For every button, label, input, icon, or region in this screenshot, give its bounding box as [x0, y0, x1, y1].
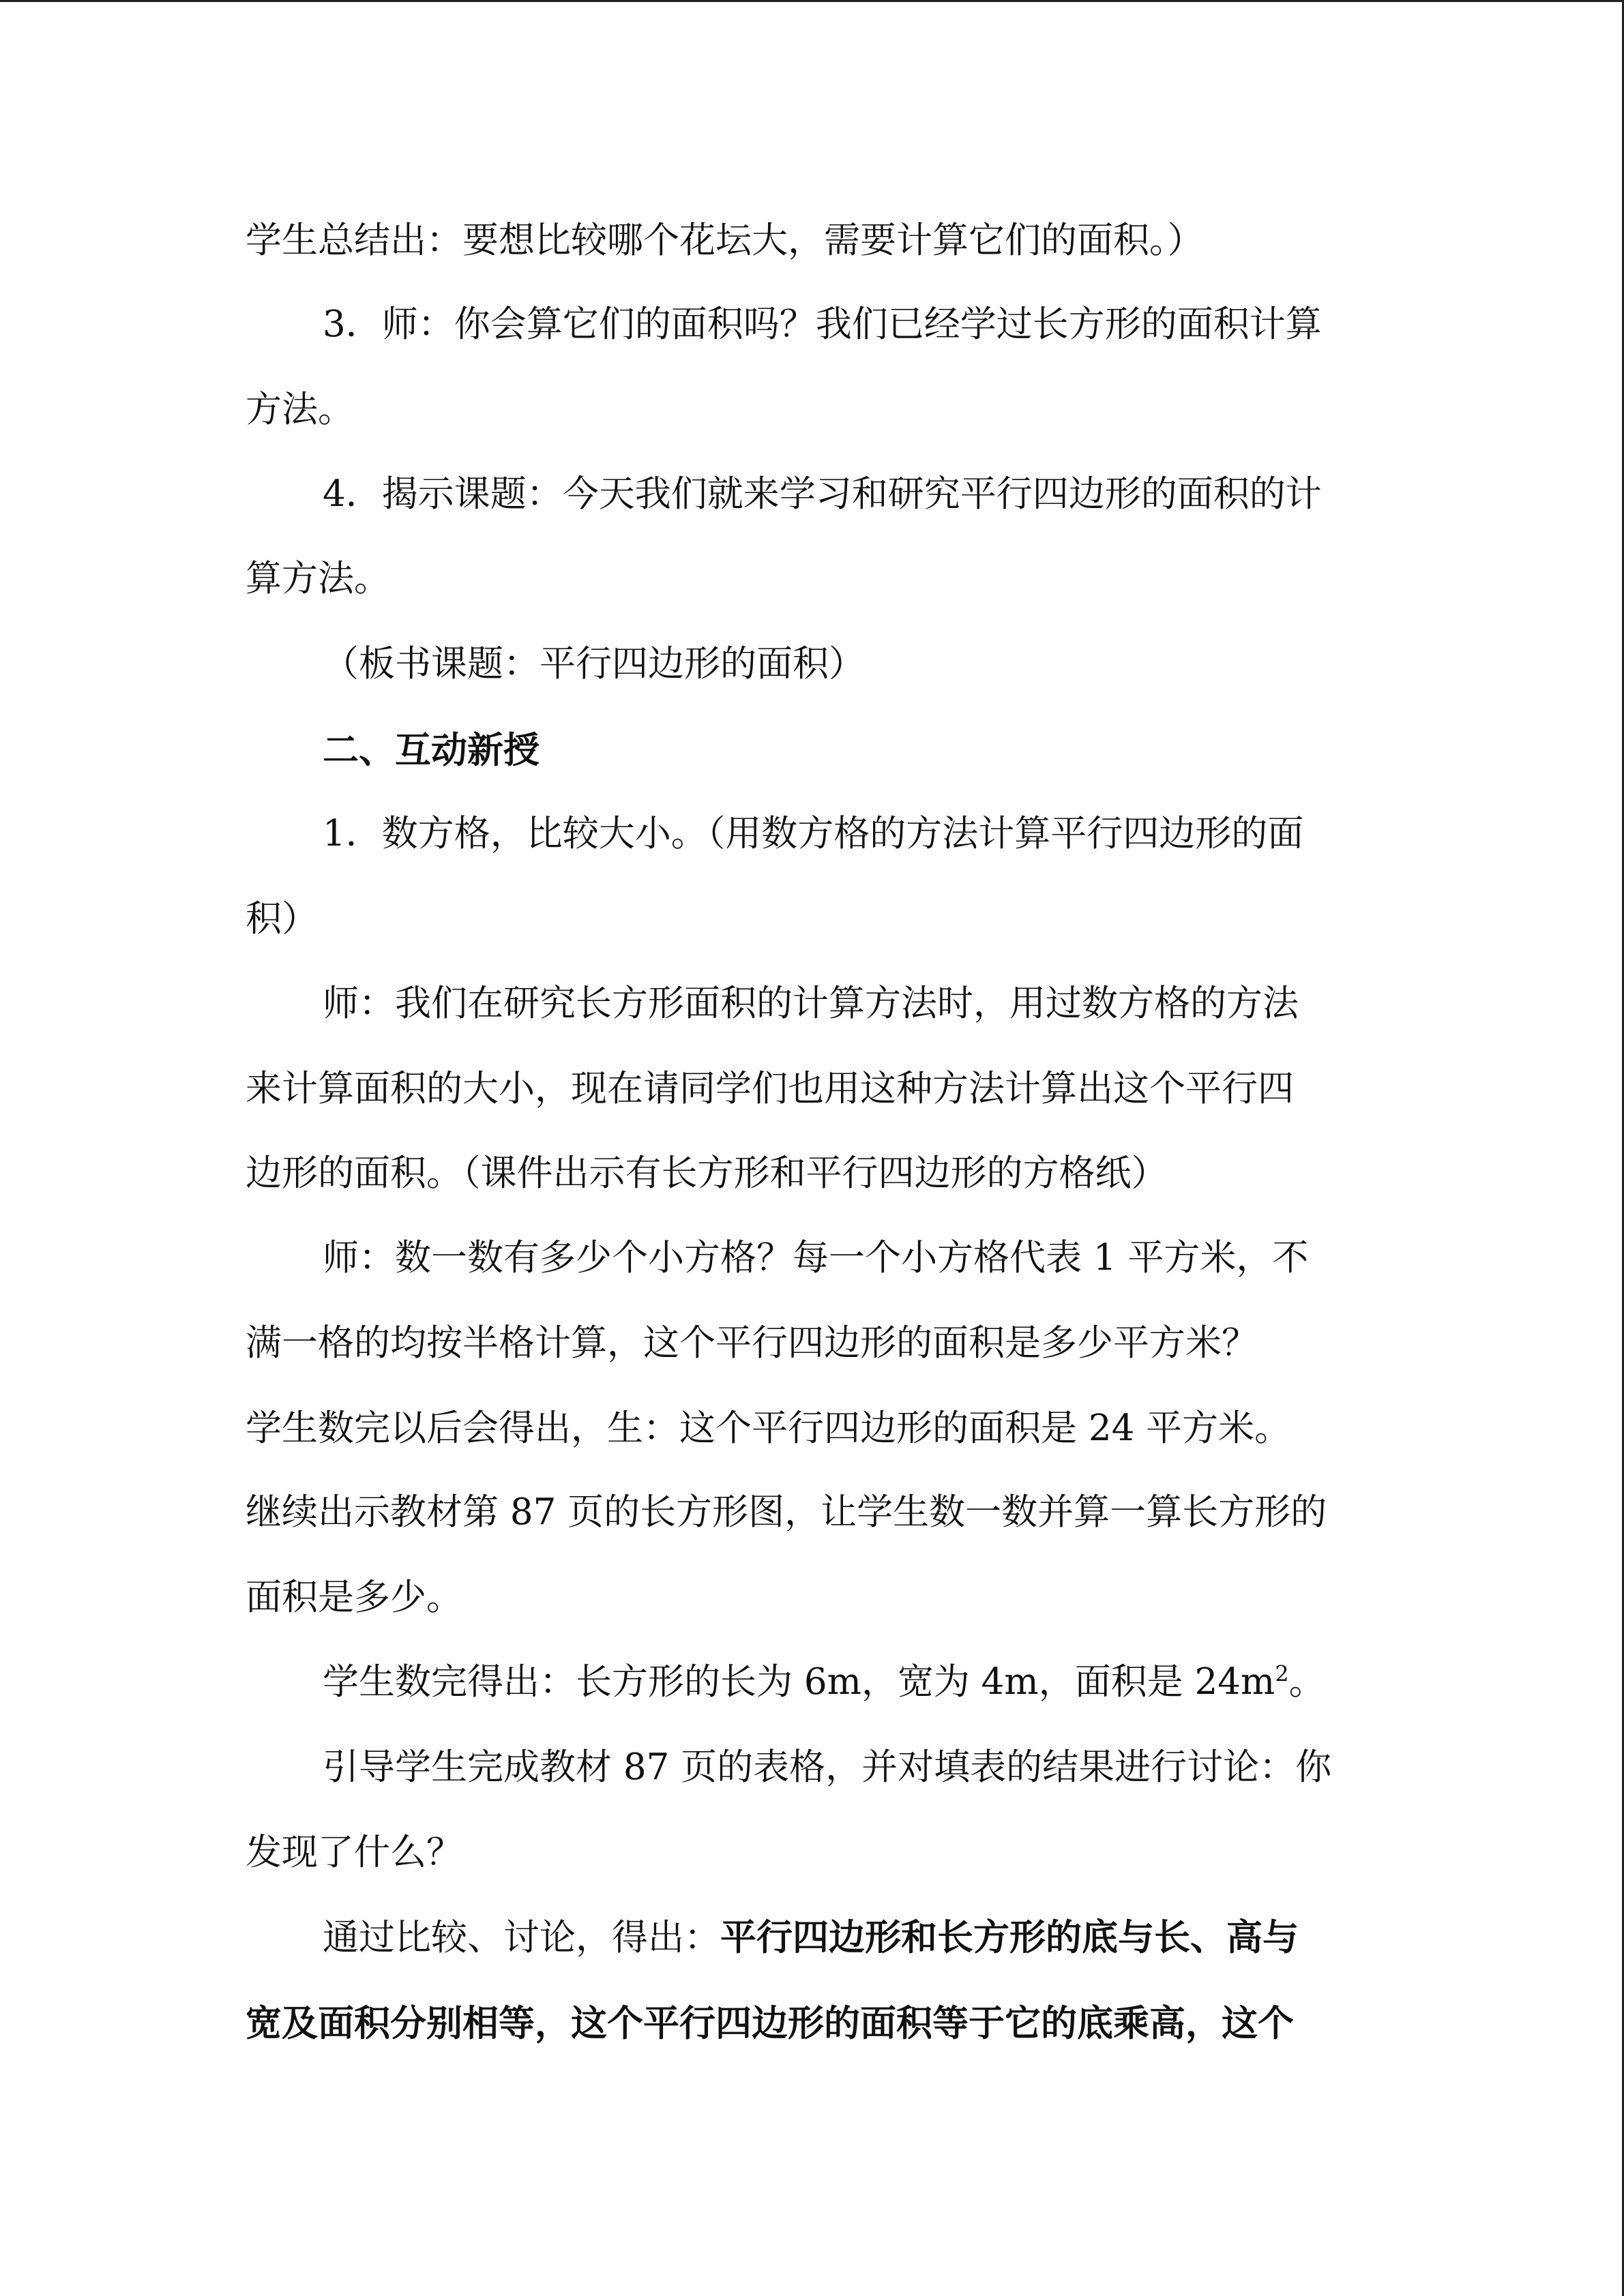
paragraph-line: 积）	[246, 898, 318, 940]
paragraph-line: 学生数完以后会得出，生：这个平行四边形的面积是 24 平方米。	[246, 1407, 1291, 1449]
paragraph-line: 3．师：你会算它们的面积吗？我们已经学过长方形的面积计算	[323, 303, 1322, 345]
text-run: 学生数完得出：长方形的长为 6m，宽为 4m，面积是 24m	[323, 1661, 1275, 1703]
superscript: 2	[1275, 1660, 1289, 1687]
text-run: 。	[1288, 1661, 1325, 1703]
page-border-top	[0, 0, 1624, 2]
paragraph-line: （板书课题：平行四边形的面积）	[323, 643, 865, 685]
paragraph-line: 方法。	[246, 389, 354, 430]
paragraph-line	[323, 1913, 1299, 1961]
paragraph-line	[323, 1658, 1325, 1706]
paragraph-line: 师：我们在研究长方形面积的计算方法时，用过数方格的方法	[323, 983, 1299, 1024]
bold-text-run: 平行四边形和长方形的底与长、高与	[720, 1916, 1299, 1958]
paragraph-line: 发现了什么？	[246, 1832, 462, 1873]
paragraph-line: 面积是多少。	[246, 1577, 462, 1618]
paragraph-line: 满一格的均按半格计算，这个平行四边形的面积是多少平方米？	[246, 1322, 1258, 1364]
paragraph-line: 继续出示教材第 87 页的长方形图，让学生数一数并算一算长方形的	[246, 1491, 1327, 1533]
paragraph-line: 来计算面积的大小，现在请同学们也用这种方法计算出这个平行四	[246, 1068, 1294, 1109]
section-heading: 二、互动新授	[323, 729, 540, 771]
paragraph-line: 边形的面积。（课件出示有长方形和平行四边形的方格纸）	[246, 1152, 1168, 1194]
paragraph-line: 宽及面积分别相等，这个平行四边形的面积等于它的底乘高，这个	[246, 2002, 1294, 2044]
paragraph-line: 4．揭示课题：今天我们就来学习和研究平行四边形的面积的计	[323, 473, 1322, 515]
paragraph-line: 学生总结出：要想比较哪个花坛大，需要计算它们的面积。）	[246, 220, 1204, 261]
paragraph-line: 算方法。	[246, 558, 390, 599]
text-run: 通过比较、讨论，得出：	[323, 1917, 720, 1958]
paragraph-line: 1．数方格，比较大小。（用数方格的方法计算平行四边形的面	[323, 813, 1304, 854]
paragraph-line: 引导学生完成教材 87 页的表格，并对填表的结果进行讨论：你	[323, 1746, 1332, 1788]
paragraph-line: 师：数一数有多少个小方格？每一个小方格代表 1 平方米，不	[323, 1237, 1309, 1279]
